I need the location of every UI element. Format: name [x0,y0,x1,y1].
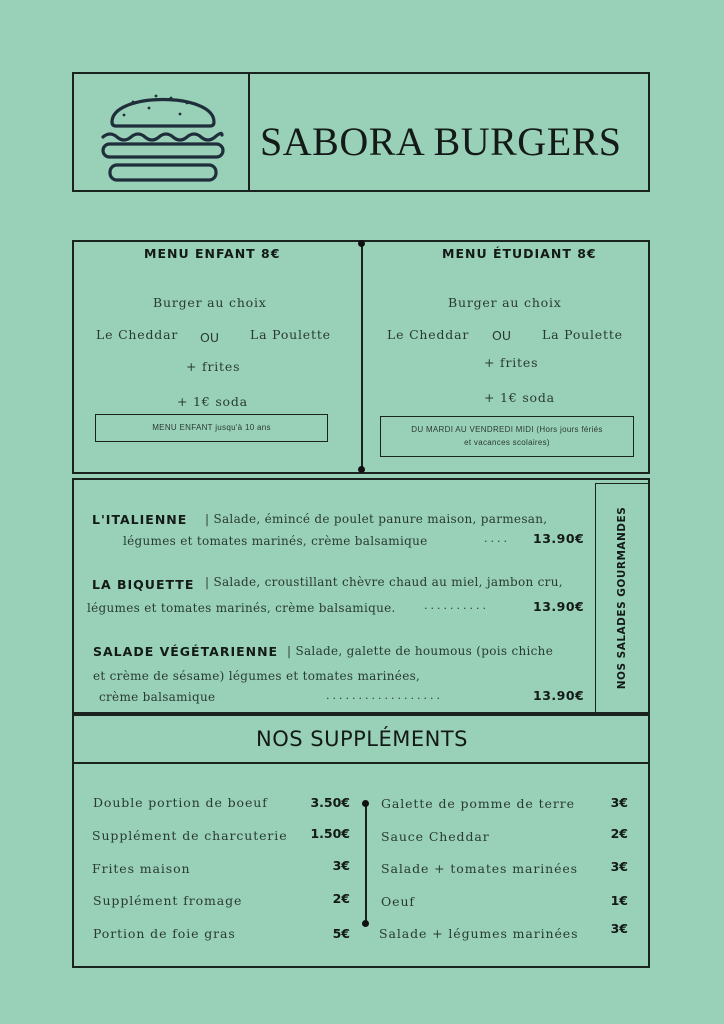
supplement-label: Supplément fromage [93,893,243,908]
supplement-label: Double portion de boeuf [93,795,268,810]
supplement-price: 5€ [332,926,350,941]
price-leader: .... [484,532,510,545]
salad-price: 13.90€ [533,688,585,703]
divider-dot-top [362,800,369,807]
salad-name: SALADE VÉGÉTARIENNE [93,644,279,659]
supplement-price: 3.50€ [310,795,350,810]
supplements-title: NOS SUPPLÉMENTS [256,727,468,751]
menu-option-a: Le Cheddar [387,327,470,342]
menus-divider [361,243,363,471]
salad-desc-line2: légumes et tomates marinés, crème balsamique [123,534,428,548]
menu-note-text: MENU ENFANT jusqu'à 10 ans [152,422,271,432]
burger-icon [100,84,226,182]
supplement-price: 1.50€ [310,826,350,841]
salad-price: 13.90€ [533,531,585,546]
menu-extra-fries: + frites [484,355,539,370]
menu-option-a: Le Cheddar [96,327,179,342]
salad-name: L'ITALIENNE [92,512,188,527]
menu-title: MENU ENFANT 8€ [144,246,281,261]
supplement-price: 3€ [610,921,628,936]
price-leader: .......... [424,599,489,612]
salad-name: LA BIQUETTE [92,577,195,592]
salad-desc-line2: et crème de sésame) légumes et tomates marinées, [93,669,421,683]
divider-dot-bottom [362,920,369,927]
supplement-label: Supplément de charcuterie [92,828,288,843]
supplement-label: Salade + tomates marinées [381,861,578,876]
menu-option-b: La Poulette [542,327,623,342]
supplement-price: 3€ [610,859,628,874]
salad-desc-line1: | Salade, croustillant chèvre chaud au miel, jambon cru, [205,575,563,589]
supplement-label: Salade + légumes marinées [379,926,579,941]
menu-extra-soda: + 1€ soda [177,394,248,409]
supplement-label: Sauce Cheddar [381,829,490,844]
menu-or: OU [492,328,511,343]
supplements-divider [365,803,367,924]
menu-note-line1: DU MARDI AU VENDREDI MIDI (Hors jours fériés [411,424,603,434]
menu-note [380,416,634,457]
supplement-label: Oeuf [381,894,415,909]
menu-note [95,414,328,442]
salad-desc-line1: | Salade, émincé de poulet panure maison, parmesan, [205,512,548,526]
salad-desc-line2: légumes et tomates marinés, crème balsamique. [87,601,396,615]
menu-option-b: La Poulette [250,327,331,342]
supplement-price: 3€ [610,795,628,810]
price-leader: .................. [326,689,443,702]
salads-section-label: NOS SALADES GOURMANDES [616,506,628,690]
menu-extra-soda: + 1€ soda [484,390,555,405]
menu-title: MENU ÉTUDIANT 8€ [442,246,597,261]
menu-note-line2: et vacances scolaires) [464,437,550,447]
supplement-label: Galette de pomme de terre [381,796,575,811]
menu-choice-label: Burger au choix [448,295,562,310]
menu-extra-fries: + frites [186,359,241,374]
divider-dot-top [358,240,365,247]
supplement-price: 1€ [610,893,628,908]
supplement-price: 2€ [610,826,628,841]
salad-desc-line1: | Salade, galette de houmous (pois chiche [287,644,554,658]
supplement-label: Portion de foie gras [93,926,236,941]
supplement-price: 3€ [332,858,350,873]
salad-price: 13.90€ [533,599,585,614]
menu-choice-label: Burger au choix [153,295,267,310]
salad-desc-line3: crème balsamique [99,690,216,704]
brand-title: SABORA BURGERS [260,119,622,164]
menu-or: OU [200,330,219,345]
divider-dot-bottom [358,466,365,473]
supplement-label: Frites maison [92,861,191,876]
supplement-price: 2€ [332,891,350,906]
header-divider [248,72,250,192]
